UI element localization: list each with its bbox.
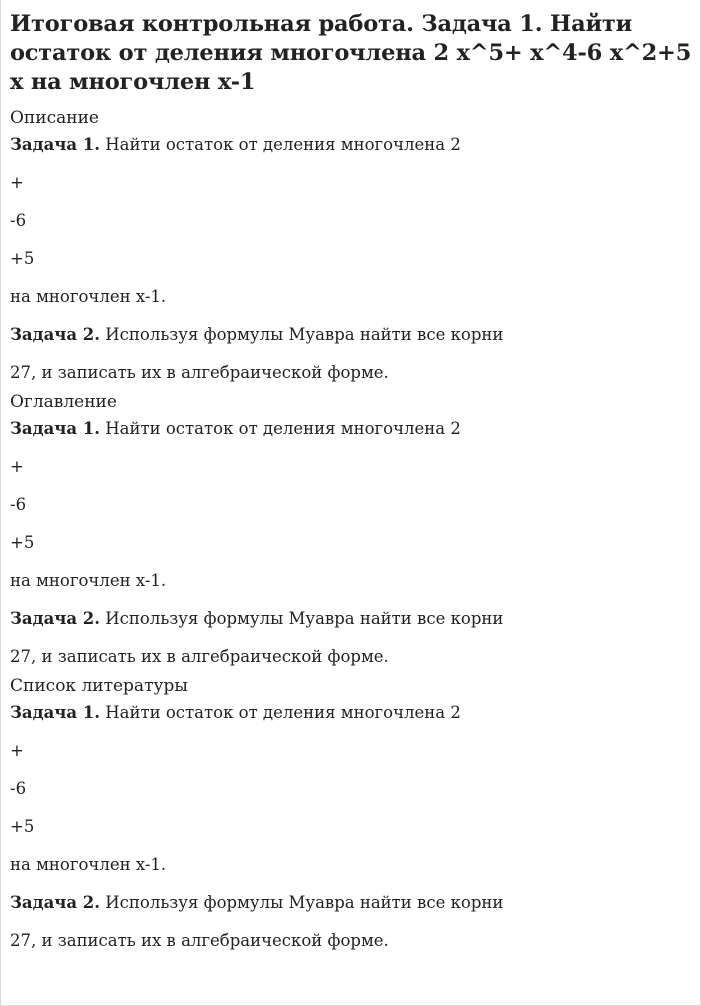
task-1-text: Найти остаток от деления многочлена 2 — [100, 419, 461, 438]
task-2-paragraph — [10, 609, 692, 629]
section-description — [10, 107, 692, 383]
task-2-paragraph — [10, 893, 692, 913]
section-bibliography — [10, 675, 692, 951]
task-2-continuation: 27, и записать их в алгебраической форме. — [10, 363, 389, 382]
divisor-text: на многочлен x-1. — [10, 855, 167, 874]
formula-fragment-plus-5: +5 — [10, 533, 35, 552]
formula-fragment-plus: + — [10, 173, 24, 192]
task-1-paragraph — [10, 135, 692, 155]
formula-fragment-minus-6: -6 — [10, 211, 27, 230]
section-heading: Описание — [10, 108, 99, 128]
task-1-text: Найти остаток от деления многочлена 2 — [100, 703, 461, 722]
task-2-text: Используя формулы Муавра найти все корни — [100, 325, 504, 344]
formula-fragment-minus-6: -6 — [10, 779, 27, 798]
task-1-text: Найти остаток от деления многочлена 2 — [100, 135, 461, 154]
section-heading: Список литературы — [10, 676, 188, 696]
formula-fragment-minus-6: -6 — [10, 495, 27, 514]
section-contents — [10, 391, 692, 667]
divisor-text: на многочлен x-1. — [10, 287, 167, 306]
task-1-label: Задача 1. — [10, 135, 101, 154]
task-1-label: Задача 1. — [10, 703, 101, 722]
task-2-label: Задача 2. — [10, 325, 101, 344]
task-2-continuation: 27, и записать их в алгебраической форме. — [10, 931, 389, 950]
divisor-text: на многочлен x-1. — [10, 571, 167, 590]
task-2-label: Задача 2. — [10, 893, 101, 912]
task-1-label: Задача 1. — [10, 419, 101, 438]
task-1-paragraph — [10, 419, 692, 439]
task-1-paragraph — [10, 703, 692, 723]
task-2-paragraph — [10, 325, 692, 345]
section-heading: Оглавление — [10, 392, 117, 412]
task-2-continuation: 27, и записать их в алгебраической форме. — [10, 647, 389, 666]
task-2-text: Используя формулы Муавра найти все корни — [100, 893, 504, 912]
formula-fragment-plus: + — [10, 741, 24, 760]
page-title: Итоговая контрольная работа. Задача 1. Найти остаток от деления многочлена 2 x^5+ x^4-6 x^2+5 x на многочлен x-1 — [10, 11, 692, 95]
formula-fragment-plus: + — [10, 457, 24, 476]
task-2-text: Используя формулы Муавра найти все корни — [100, 609, 504, 628]
formula-fragment-plus-5: +5 — [10, 817, 35, 836]
formula-fragment-plus-5: +5 — [10, 249, 35, 268]
task-2-label: Задача 2. — [10, 609, 101, 628]
